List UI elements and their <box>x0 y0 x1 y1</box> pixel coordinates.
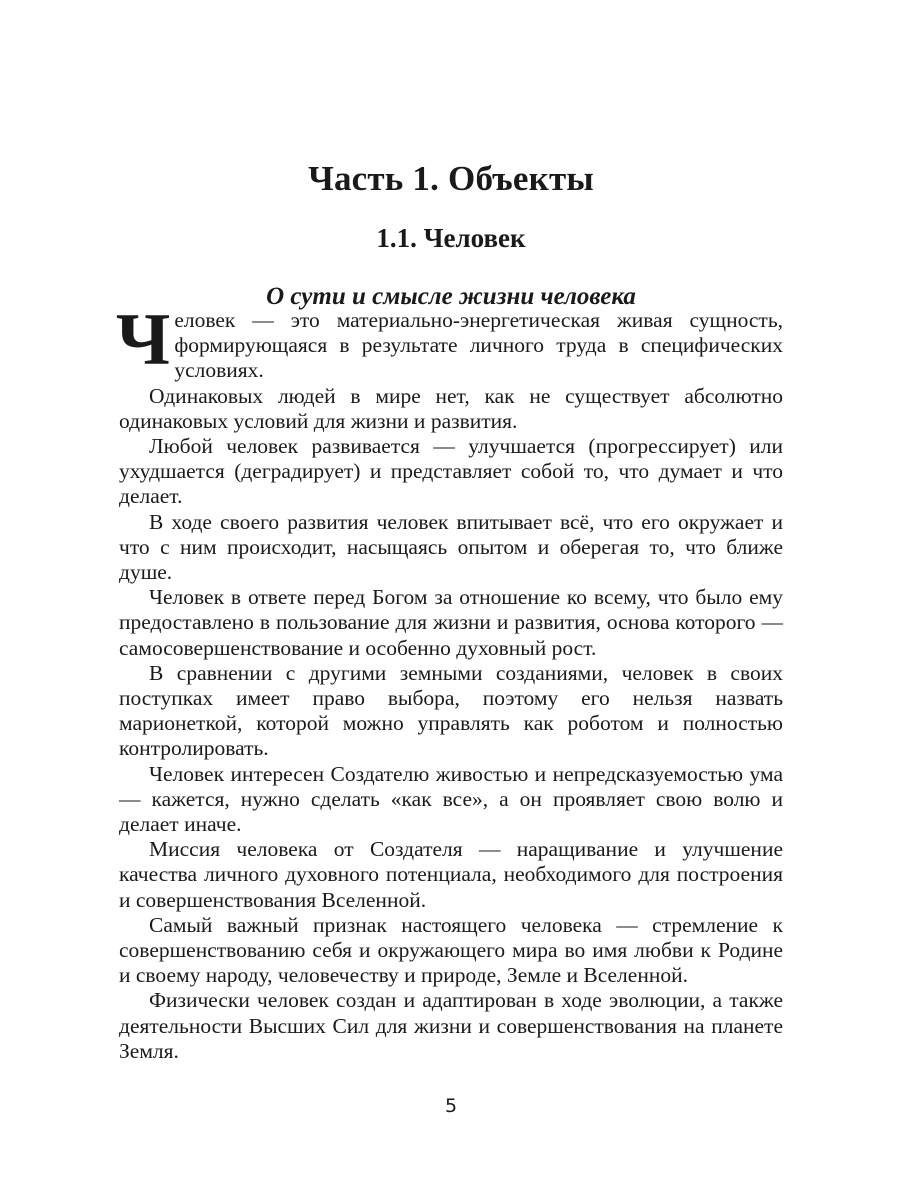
paragraph-10: Физически человек создан и адаптирован в ходе эволюции, а также деятельности Высших Сил для жизни и совершенствования на планете Земля. <box>119 988 783 1063</box>
paragraph-3: Любой человек развивается — улучшается (прогрессирует) или ухудшается (деградирует) и представляет собой то, что думает и что делает. <box>119 434 783 509</box>
paragraph-9: Самый важный признак настоящего человека — стремление к совершенствованию себя и окружающего мира во имя любви к Родине и своему народу, человечеству и природе, Земле и Вселенной. <box>119 912 783 988</box>
paragraph-8: Миссия человека от Создателя — наращивание и улучшение качества личного духовного потенциала, необходимого для построения и совершенствования Вселенной. <box>119 837 783 912</box>
subsection-title: О сути и смысле жизни человека <box>266 283 636 310</box>
paragraph-4: В ходе своего развития человек впитывает всё, что его окружает и что с ним происходит, насыщаясь опытом и оберегая то, что ближе душе. <box>119 509 783 585</box>
paragraph-6: В сравнении с другими земными созданиями, человек в своих поступках имеет право выбора, поэтому его нельзя назвать марионеткой, которой можно управлять как роботом и полностью контролировать. <box>119 660 783 761</box>
paragraph-7: Человек интересен Создателю живостью и непредсказуемостью ума — кажется, нужно сделать «как все», а он проявляет свою волю и делает иначе. <box>119 761 783 837</box>
paragraph-5: Человек в ответе перед Богом за отношение ко всему, что было ему предоставлено в пользование для жизни и развития, основа которого — самосовершенствование и особенно духовный рост. <box>119 585 783 660</box>
part-title: Часть 1. Объекты <box>308 159 594 199</box>
drop-cap: Ч <box>116 299 171 381</box>
body-text <box>116 299 783 1064</box>
section-title: 1.1. Человек <box>376 223 526 254</box>
paragraph-1-text: еловек — это материально-энергетическая живая сущность, формирующаяся в результате личного труда в специфических условиях. <box>174 308 783 383</box>
page-number: 5 <box>444 1095 458 1117</box>
paragraph-1 <box>116 299 783 384</box>
paragraph-2: Одинаковых людей в мире нет, как не существует абсолютно одинаковых условий для жизни и развития. <box>119 383 783 433</box>
